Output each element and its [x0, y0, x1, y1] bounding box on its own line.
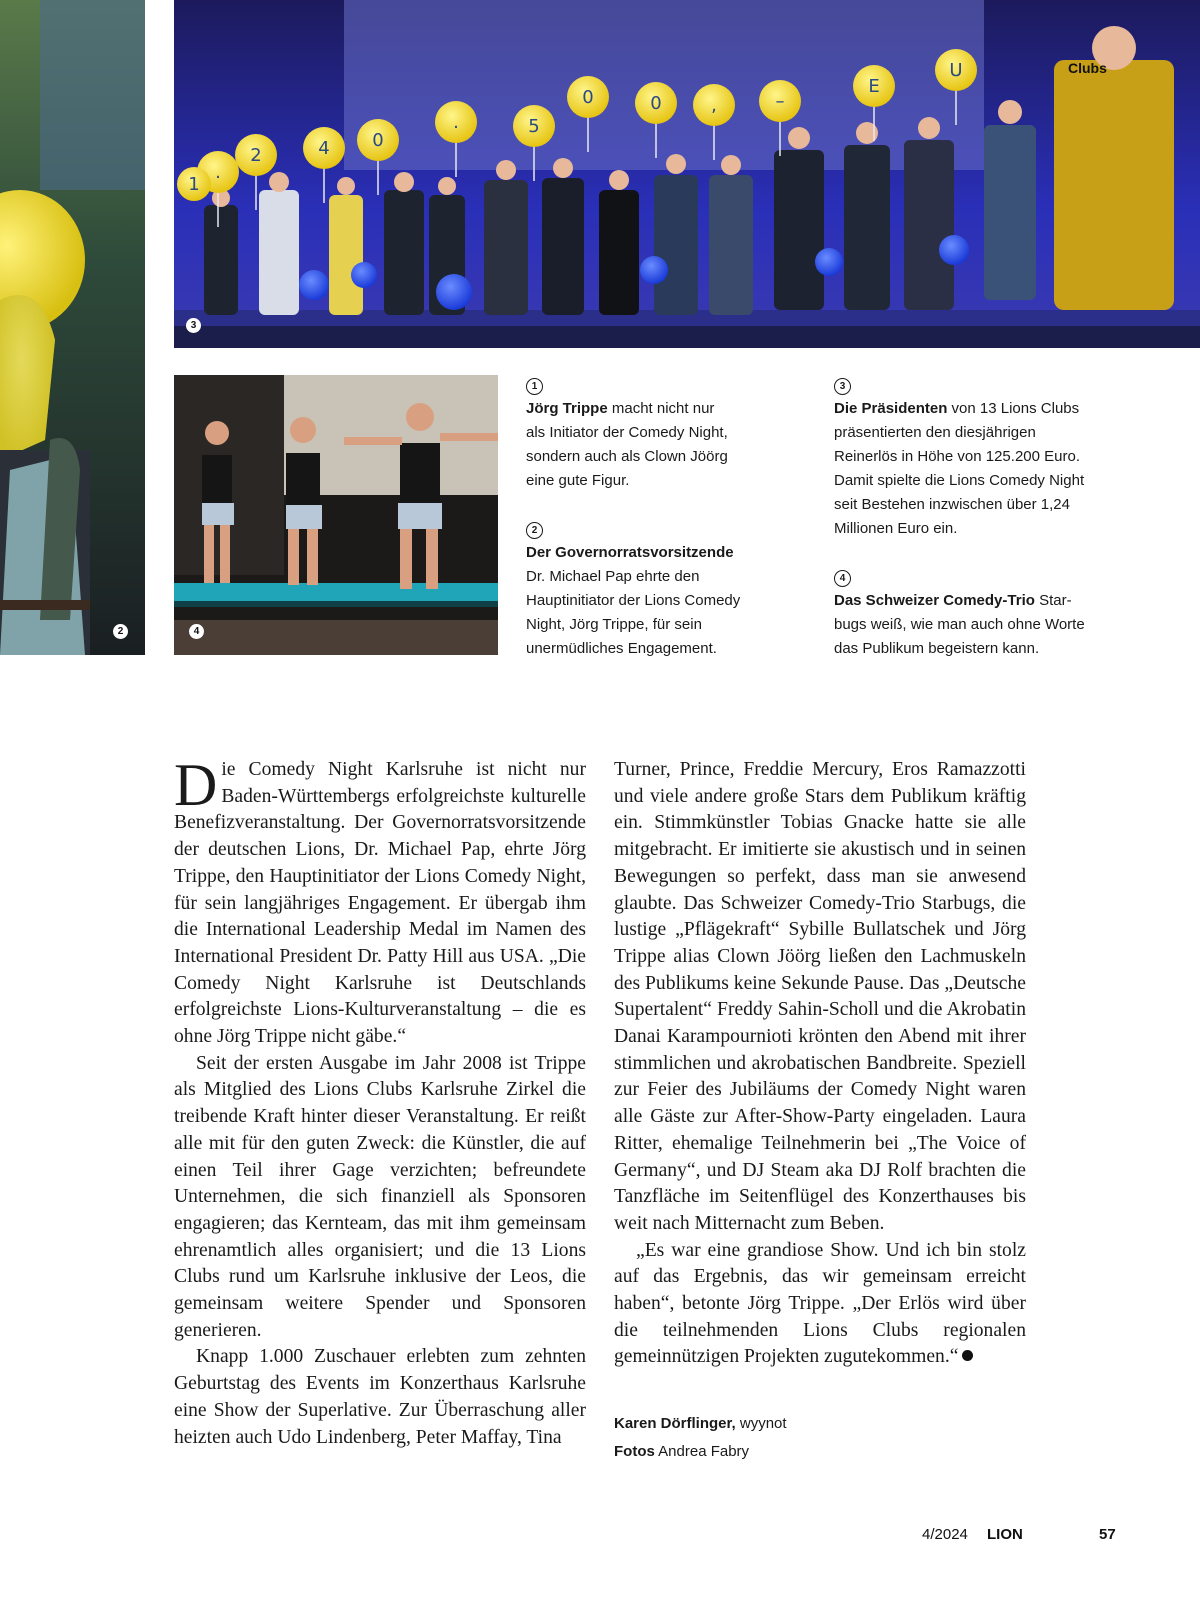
caption-text: Hauptinitiator der Lions Comedy	[526, 592, 741, 609]
caption-lead: Jörg Trippe	[526, 400, 608, 417]
balloon-letter: .	[453, 112, 459, 133]
caption-lead: Der Governorratsvorsitzende	[526, 544, 734, 561]
page-number: 57	[1099, 1526, 1116, 1543]
article-text: ie Comedy Night Karlsruhe ist nicht nur Baden-Württembergs erfolgreichste kulturelle Benefizveranstaltung. Der Governorratsvorsitzende der deutschen Lions, Dr. Michael Pap, ehrte Jörg Trippe, den Hauptinitiator der Lions Comedy Night, für sein langjähriges Engagement. Er übergab ihm die International Leadership Medal im Namen des International President Dr. Patty Hill aus USA. „Die Comedy Night Karlsruhe ist Deutschlands erfolgreichste Lions-Kulturveranstaltung – die es ohne Jörg Trippe nicht gäbe.“	[174, 759, 586, 1048]
photo-badge-4: 4	[189, 624, 204, 639]
credits	[614, 1410, 787, 1466]
caption-text: als Initiator der Comedy Night,	[526, 424, 728, 441]
caption-text: unermüdliches Engagement.	[526, 640, 717, 657]
balloon-letter: 0	[582, 87, 594, 108]
photo-comedy-trio	[174, 375, 498, 655]
balloon-letter: –	[775, 91, 785, 112]
photo-badge-2: 2	[113, 624, 128, 639]
caption-text: macht nicht nur	[607, 400, 715, 417]
caption-text: eine gute Figur.	[526, 472, 630, 489]
caption-1	[526, 373, 806, 493]
photo-badge-3: 3	[186, 318, 201, 333]
caption-column-left	[526, 373, 806, 661]
photo-presidents-graphic	[174, 0, 1200, 348]
article-paragraph: Seit der ersten Ausgabe im Jahr 2008 ist Trippe als Mitglied des Lions Clubs Karlsruhe Zirkel die treibende Kraft hinter dieser Veranstaltung. Er reißt alle mit für den guten Zweck: die Künstler, die auf einen Teil ihrer Gage verzichten; befreundete Unternehmen, die sich finanziell als Sponsoren engagieren; das Kernteam, das mit ihm gemeinsam ehrenamtlich alles organisiert; und die 13 Lions Clubs rund um Karlsruhe inklusive der Leos, die gemeinsam weitere Spender und Sponsoren generieren.	[174, 1052, 586, 1341]
photo-clown-graphic	[0, 0, 145, 655]
balloon-letter: E	[868, 76, 880, 97]
balloon-letter: 5	[528, 116, 540, 137]
footer-magazine: LION	[987, 1526, 1023, 1543]
caption-number: 4	[834, 570, 851, 587]
caption-4	[834, 565, 1134, 661]
article-paragraph	[614, 1238, 1026, 1372]
photo-credit-label: Fotos	[614, 1443, 655, 1460]
caption-number: 3	[834, 378, 851, 395]
balloon-letter: 0	[372, 130, 384, 151]
balloon	[177, 167, 211, 201]
section-tag: Clubs	[1068, 60, 1107, 76]
balloon-letter: 4	[318, 138, 330, 159]
photographer-name: Andrea Fabry	[654, 1443, 750, 1460]
caption-text: Damit spielte die Lions Comedy Night	[834, 472, 1085, 489]
balloon-letter: U	[949, 60, 963, 81]
caption-text: Millionen Euro ein.	[834, 520, 958, 537]
caption-lead: Das Schweizer Comedy-Trio	[834, 592, 1035, 609]
caption-text: bugs weiß, wie man auch ohne Worte	[834, 616, 1085, 633]
author-credit	[614, 1410, 787, 1438]
article-paragraph: Turner, Prince, Freddie Mercury, Eros Ramazzotti und viele andere große Stars dem Publikum kräftig ein. Stimmkünstler Tobias Gnacke hatte sie alle mitgebracht. Er imitierte sie akustisch und in seinen Bewegungen so perfekt, dass man sie anwesend glaubte. Das Schweizer Comedy-Trio Starbugs, die lustige „Pflägekraft“ Sybille Bullatschek und Jörg Trippe alias Clown Jöörg ließen den Lachmuskeln des Publikums keine Sekunde Pause. Das „Deutsche Supertalent“ Freddy Sahin-Scholl und die Akrobatin Danai Karampournioti krönten den Abend mit ihrer stimmlichen und akrobatischen Bandbreite. Speziell zur Feier des Jubiläums der Comedy Night waren alle Gäste zur After-Show-Party eingeladen. Laura Ritter, ehemalige Teilnehmerin bei „The Voice of Germany“, und DJ Steam aka DJ Rolf brachten die Tanzfläche im Seitenflügel des Konzerthauses bis weit nach Mitternacht zum Beben.	[614, 759, 1026, 1234]
caption-number: 2	[526, 522, 543, 539]
dropcap: D	[174, 752, 218, 818]
end-mark-icon	[962, 1350, 973, 1361]
caption-text: sondern auch als Clown Jöörg	[526, 448, 728, 465]
photo-presidents	[174, 0, 1200, 348]
photo-credit	[614, 1438, 787, 1466]
caption-3	[834, 373, 1134, 541]
caption-text: Star-	[1034, 592, 1072, 609]
caption-lead: Die Präsidenten	[834, 400, 948, 417]
author-name: Karen Dörflinger,	[614, 1415, 736, 1432]
balloon-letter: 0	[650, 93, 662, 114]
caption-text: präsentierten den diesjährigen	[834, 424, 1036, 441]
caption-text: Dr. Michael Pap ehrte den	[526, 568, 700, 585]
caption-2	[526, 517, 806, 661]
photo-clown	[0, 0, 145, 655]
article-column-right	[614, 757, 1026, 1371]
photo-comedy-trio-graphic	[174, 375, 498, 655]
caption-text: Night, Jörg Trippe, für sein	[526, 616, 702, 633]
article-paragraph	[174, 752, 586, 1051]
author-org: wyynot	[735, 1415, 787, 1432]
article-column-left	[174, 752, 586, 1451]
footer-issue: 4/2024	[922, 1526, 968, 1543]
caption-number: 1	[526, 378, 543, 395]
article-text: „Es war eine grandiose Show. Und ich bin stolz auf das Ergebnis, das wir gemeinsam erreicht haben“, betonte Jörg Trippe. „Der Erlös wird über die teilnehmenden Lions Clubs regionalen gemeinnützigen Projekten zugutekommen.“	[614, 1239, 1026, 1368]
balloon-letter: 1	[188, 174, 200, 195]
caption-text: von 13 Lions Clubs	[947, 400, 1080, 417]
article-paragraph: Knapp 1.000 Zuschauer erlebten zum zehnten Geburtstag des Events im Konzerthaus Karlsruhe eine Show der Superlative. Zur Überraschung aller heizten auch Udo Lindenberg, Peter Maffay, Tina	[174, 1346, 586, 1448]
caption-text: Reinerlös in Höhe von 125.200 Euro.	[834, 448, 1080, 465]
balloon-letter: ,	[711, 95, 717, 116]
caption-text: das Publikum begeistern kann.	[834, 640, 1040, 657]
caption-column-right	[834, 373, 1134, 661]
caption-text: seit Bestehen inzwischen über 1,24	[834, 496, 1070, 513]
balloon-letter: 2	[250, 145, 262, 166]
balloon-letter: .	[215, 162, 221, 183]
